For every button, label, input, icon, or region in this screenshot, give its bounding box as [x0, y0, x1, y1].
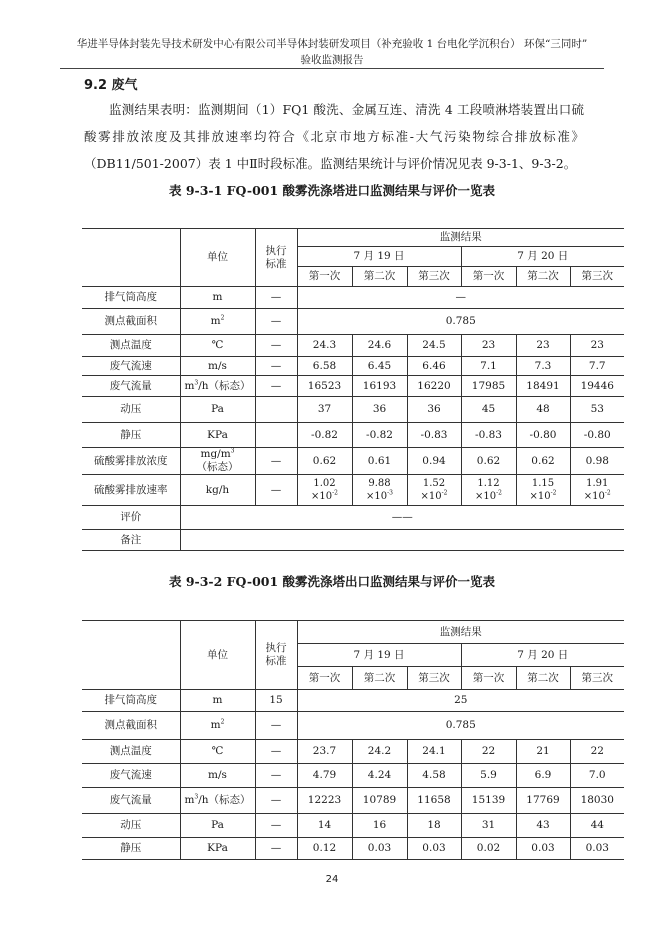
row-value: -0.82	[352, 423, 407, 448]
row-label: 动压	[82, 397, 180, 423]
row-standard: —	[255, 788, 297, 814]
table1-row-flow	[82, 376, 624, 397]
row-unit: ℃	[180, 335, 255, 357]
row-value: 23	[516, 335, 570, 357]
row-value: 18	[407, 814, 461, 838]
unit-base: mg/m	[200, 448, 231, 460]
row-label: 备注	[82, 530, 180, 551]
table1-head-unit: 单位	[180, 229, 255, 287]
table2-corner-cell	[82, 621, 180, 690]
row-value: 48	[516, 397, 570, 423]
row-value: 12223	[297, 788, 352, 814]
unit-base: m	[184, 794, 195, 806]
row-unit: kg/h	[180, 475, 255, 506]
table1-row-temperature	[82, 335, 624, 357]
unit-base: m	[210, 315, 221, 327]
header-line-2: 验收监测报告	[300, 54, 364, 66]
row-standard: —	[255, 309, 297, 335]
row-value: 6.45	[352, 357, 407, 376]
row-value: 18030	[570, 788, 624, 814]
row-value: 16193	[352, 376, 407, 397]
row-value: -0.82	[297, 423, 352, 448]
table1-run: 第一次	[297, 267, 352, 287]
row-label: 废气流量	[82, 788, 180, 814]
times-ten: ×10	[366, 491, 388, 502]
row-value: 14	[297, 814, 352, 838]
row-value: 16220	[407, 376, 461, 397]
table2-run: 第一次	[297, 667, 352, 690]
row-value: 6.46	[407, 357, 461, 376]
table2-row-temperature	[82, 740, 624, 764]
exponent: -3	[387, 489, 393, 497]
row-unit	[180, 712, 255, 740]
row-value: 25	[297, 690, 624, 712]
row-value: —	[297, 287, 624, 309]
times-ten: ×10	[529, 491, 551, 502]
row-standard	[255, 423, 297, 448]
unit-base: m	[184, 379, 195, 392]
row-value-sci	[352, 475, 407, 506]
row-value: 16	[352, 814, 407, 838]
table2-head-day1: 7 月 19 日	[297, 644, 461, 667]
row-unit: KPa	[180, 423, 255, 448]
row-value: 19446	[570, 376, 624, 397]
table1-head-standard-line2: 标准	[265, 257, 287, 270]
table2-head-day2: 7 月 20 日	[461, 644, 624, 667]
row-standard: 15	[255, 690, 297, 712]
row-value: -0.80	[516, 423, 570, 448]
section-paragraph: 监测结果表明：监测期间（1）FQ1 酸洗、金属互连、清洗 4 工段喷淋塔装置出口硫酸雾排放浓度及其排放速率均符合《北京市地方标准-大气污染物综合排放标准》（DB11/501-2007）表 1 中Ⅱ时段标准。监测结果统计与评价情况见表 9-3-1、9-3-2。	[84, 102, 584, 171]
row-value: 0.61	[352, 448, 407, 475]
unit-tail: /h（标态）	[198, 794, 251, 806]
row-value: 6.58	[297, 357, 352, 376]
row-value: 36	[407, 397, 461, 423]
table2-caption: 表 9-3-2 FQ-001 酸雾洗涤塔出口监测结果与评价一览表	[168, 574, 496, 589]
row-unit: m	[180, 690, 255, 712]
row-value: 0.02	[461, 838, 516, 860]
mantissa: 1.52	[422, 478, 446, 489]
row-value: 5.9	[461, 764, 516, 788]
row-value-sci	[297, 475, 352, 506]
table1-row-remarks	[82, 530, 624, 551]
exponent: -2	[332, 489, 338, 497]
row-value: 0.94	[407, 448, 461, 475]
row-value	[180, 530, 624, 551]
row-unit: Pa	[180, 814, 255, 838]
section-title: 9.2 废气	[84, 78, 138, 93]
mantissa: 1.91	[586, 478, 609, 489]
table1-run: 第一次	[461, 267, 516, 287]
row-value: 18491	[516, 376, 570, 397]
row-standard: —	[255, 712, 297, 740]
row-value: 24.5	[407, 335, 461, 357]
row-value: 43	[516, 814, 570, 838]
table1-corner-cell	[82, 229, 180, 287]
row-value: 21	[516, 740, 570, 764]
row-value: 0.785	[297, 309, 624, 335]
row-label: 排气筒高度	[82, 690, 180, 712]
row-value: 24.6	[352, 335, 407, 357]
row-label: 硫酸雾排放速率	[82, 475, 180, 506]
header-line-1: 华进半导体封装先导技术研发中心有限公司半导体封装研发项目（补充验收 1 台电化学沉积台） 环保“三同时”	[76, 38, 588, 50]
table1-row-area	[82, 309, 624, 335]
row-standard: —	[255, 838, 297, 860]
row-unit: m/s	[180, 764, 255, 788]
mantissa: 1.12	[477, 478, 500, 489]
row-label: 测点截面积	[82, 712, 180, 740]
table1-row-concentration	[82, 448, 624, 475]
row-value: 45	[461, 397, 516, 423]
row-value: 7.7	[570, 357, 624, 376]
row-label: 废气流速	[82, 764, 180, 788]
row-value: 0.12	[297, 838, 352, 860]
table1-row-emission-rate	[82, 475, 624, 506]
page-number: 24	[325, 874, 339, 885]
row-value: 0.03	[516, 838, 570, 860]
row-standard: —	[255, 287, 297, 309]
row-value: 0.785	[297, 712, 624, 740]
table1-row-evaluation	[82, 506, 624, 530]
table1-row-stack-height	[82, 287, 624, 309]
table2-head-unit: 单位	[180, 621, 255, 690]
row-unit: ℃	[180, 740, 255, 764]
row-value: 0.03	[352, 838, 407, 860]
row-label: 静压	[82, 838, 180, 860]
row-value: 44	[570, 814, 624, 838]
mantissa: 1.15	[531, 478, 555, 489]
row-label: 硫酸雾排放浓度	[82, 448, 180, 475]
row-value: -0.83	[407, 423, 461, 448]
table1-head-results: 监测结果	[297, 229, 624, 247]
row-value: -0.83	[461, 423, 516, 448]
row-value: 0.03	[570, 838, 624, 860]
row-label: 测点截面积	[82, 309, 180, 335]
table2-run: 第二次	[516, 667, 570, 690]
row-standard: —	[255, 740, 297, 764]
page-header	[60, 36, 604, 68]
table2-head-results: 监测结果	[297, 621, 624, 644]
table1-caption: 表 9-3-1 FQ-001 酸雾洗涤塔进口监测结果与评价一览表	[168, 183, 496, 198]
row-unit	[180, 309, 255, 335]
table1-head-standard	[255, 229, 297, 287]
exponent: -2	[496, 489, 502, 497]
row-label: 动压	[82, 814, 180, 838]
row-standard: —	[255, 814, 297, 838]
row-value-sci	[570, 475, 624, 506]
row-value: -0.80	[570, 423, 624, 448]
row-value: 0.98	[570, 448, 624, 475]
row-value: ——	[180, 506, 624, 530]
unit-sup: 3	[194, 379, 199, 386]
table2-row-stack-height	[82, 690, 624, 712]
table1-head-day1: 7 月 19 日	[297, 247, 461, 267]
table2-head-standard-line1: 执行	[265, 642, 287, 654]
unit-sup: 2	[220, 718, 225, 726]
row-unit: Pa	[180, 397, 255, 423]
row-value: 22	[570, 740, 624, 764]
row-value: 7.0	[570, 764, 624, 788]
row-value: 15139	[461, 788, 516, 814]
times-ten: ×10	[311, 491, 333, 502]
table2-run: 第三次	[570, 667, 624, 690]
times-ten: ×10	[420, 491, 442, 502]
table1-run: 第三次	[407, 267, 461, 287]
row-value: 37	[297, 397, 352, 423]
mantissa: 1.02	[313, 478, 336, 489]
times-ten: ×10	[583, 491, 605, 502]
row-value: 36	[352, 397, 407, 423]
row-value: 0.03	[407, 838, 461, 860]
row-value: 23	[461, 335, 516, 357]
row-value: 23.7	[297, 740, 352, 764]
row-value: 11658	[407, 788, 461, 814]
row-unit	[180, 448, 255, 475]
table2-run: 第三次	[407, 667, 461, 690]
table2-row-velocity	[82, 764, 624, 788]
table1-inlet-results	[82, 228, 624, 551]
row-value: 0.62	[297, 448, 352, 475]
row-label: 测点温度	[82, 740, 180, 764]
row-unit: m	[180, 287, 255, 309]
row-label: 排气筒高度	[82, 287, 180, 309]
row-standard: —	[255, 448, 297, 475]
row-unit: KPa	[180, 838, 255, 860]
row-value: 24.2	[352, 740, 407, 764]
table2-head-standard-line2: 标准	[265, 655, 287, 667]
row-value: 4.58	[407, 764, 461, 788]
row-value: 24.1	[407, 740, 461, 764]
row-value: 17985	[461, 376, 516, 397]
row-unit	[180, 376, 255, 397]
unit-tail: （标态）	[196, 461, 239, 473]
row-value: 16523	[297, 376, 352, 397]
table2-row-area	[82, 712, 624, 740]
row-value: 0.62	[461, 448, 516, 475]
table1-head-day2: 7 月 20 日	[461, 247, 624, 267]
exponent: -2	[604, 489, 611, 497]
row-value-sci	[516, 475, 570, 506]
row-value: 53	[570, 397, 624, 423]
row-label: 废气流量	[82, 376, 180, 397]
row-label: 静压	[82, 423, 180, 448]
unit-sup: 2	[220, 314, 225, 322]
table2-row-flow	[82, 788, 624, 814]
exponent: -2	[441, 489, 448, 497]
mantissa: 9.88	[368, 478, 391, 489]
unit-base: m	[210, 719, 221, 731]
row-value-sci	[461, 475, 516, 506]
row-standard: —	[255, 376, 297, 397]
table1-run: 第二次	[352, 267, 407, 287]
table2-row-dynamic-pressure	[82, 814, 624, 838]
row-standard: —	[255, 357, 297, 376]
header-divider	[60, 68, 604, 69]
unit-sup: 3	[230, 447, 235, 455]
unit-tail: /h（标态）	[198, 379, 251, 392]
row-standard: —	[255, 764, 297, 788]
row-value: 24.3	[297, 335, 352, 357]
row-standard	[255, 397, 297, 423]
table2-run: 第一次	[461, 667, 516, 690]
table2-run: 第二次	[352, 667, 407, 690]
table1-head-standard-line1: 执行	[265, 244, 287, 257]
row-label: 测点温度	[82, 335, 180, 357]
row-value: 7.1	[461, 357, 516, 376]
row-label: 评价	[82, 506, 180, 530]
row-value: 17769	[516, 788, 570, 814]
table2-head-standard	[255, 621, 297, 690]
row-value: 10789	[352, 788, 407, 814]
row-value-sci	[407, 475, 461, 506]
row-unit: m/s	[180, 357, 255, 376]
table1-row-dynamic-pressure	[82, 397, 624, 423]
row-value: 6.9	[516, 764, 570, 788]
row-value: 7.3	[516, 357, 570, 376]
row-standard: —	[255, 475, 297, 506]
row-value: 23	[570, 335, 624, 357]
table1-row-velocity	[82, 357, 624, 376]
table1-row-static-pressure	[82, 423, 624, 448]
times-ten: ×10	[475, 491, 497, 502]
row-standard: —	[255, 335, 297, 357]
table1-run: 第三次	[570, 267, 624, 287]
row-value: 31	[461, 814, 516, 838]
row-value: 4.24	[352, 764, 407, 788]
row-value: 4.79	[297, 764, 352, 788]
table2-outlet-results	[82, 620, 624, 860]
table2-row-static-pressure	[82, 838, 624, 860]
row-value: 0.62	[516, 448, 570, 475]
row-value: 22	[461, 740, 516, 764]
exponent: -2	[550, 489, 557, 497]
table1-run: 第二次	[516, 267, 570, 287]
row-label: 废气流速	[82, 357, 180, 376]
unit-sup: 3	[194, 793, 199, 801]
row-unit	[180, 788, 255, 814]
